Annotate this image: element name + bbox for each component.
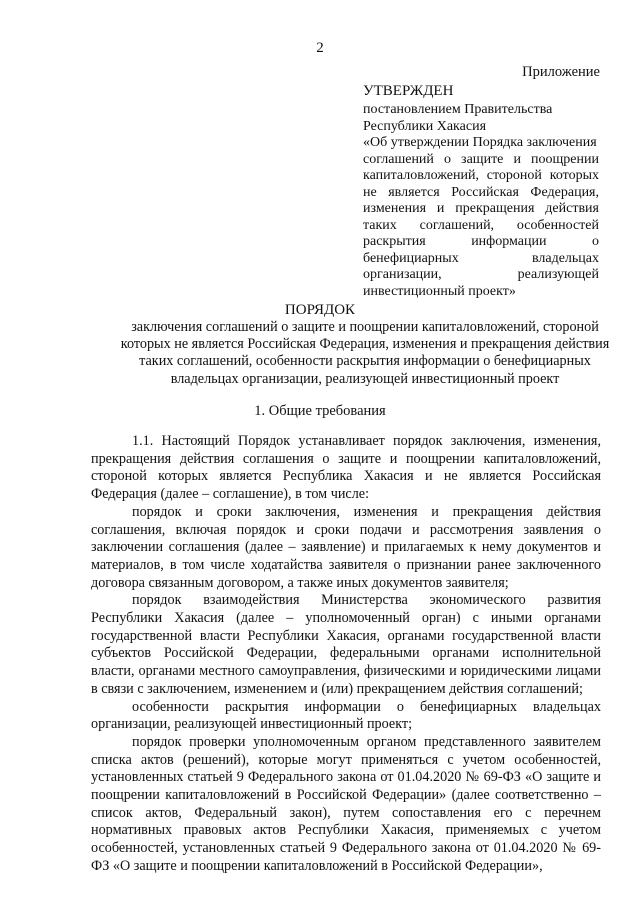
- appendix-label: Приложение: [522, 64, 600, 80]
- approval-line: инвестиционный проект»: [363, 283, 516, 299]
- subtitle-line: таких соглашений, особенности раскрытия информации о бенефициарных: [139, 353, 591, 370]
- subtitle-line: которых не является Российская Федерация, изменения и прекращения действия: [120, 336, 610, 353]
- paragraph: 1.1. Настоящий Порядок устанавливает порядок заключения, изменения, прекращения действия соглашения о защите и поощрении капиталовложений, стороной которых является Республика Хакасия и не является Российская Федерация (далее – соглашение), в том числе:: [91, 433, 601, 503]
- subtitle-line: владельцах организации, реализующей инвестиционный проект: [170, 370, 560, 387]
- approval-line: раскрытия информации о: [363, 234, 599, 249]
- document-subtitle: [120, 319, 610, 388]
- approval-line: изменения и прекращения действия: [363, 201, 599, 216]
- page-number: 2: [316, 40, 324, 56]
- approval-line: постановлением Правительства: [363, 102, 553, 117]
- approval-line: «Об утверждении Порядка заключения: [363, 135, 597, 150]
- approval-heading: УТВЕРЖДЕН: [363, 83, 454, 99]
- subtitle-line: заключения соглашений о защите и поощрении капиталовложений, стороной: [131, 319, 599, 335]
- body-text: [91, 433, 601, 876]
- approval-line: капиталовложений, стороной которых: [363, 168, 599, 183]
- paragraph: порядок проверки уполномоченным органом представленного заявителем списка актов (решений), которые могут применяться с учетом особенностей, установленных статьей 9 Федерального закона от 01.04.2020 № 69-ФЗ «О защите и поощрении капиталовложений в Российской Федерации» (далее соответственно – список актов, Федеральный закон), путем сопоставления его с перечнем нормативных правовых актов Республики Хакасия, применяемых с учетом особенностей, установленных статьей 9 Федерального закона от 01.04.2020 № 69-ФЗ «О защите и поощрении капиталовложений в Российской Федерации»,: [91, 733, 601, 874]
- paragraph: порядок взаимодействия Министерства экономического развития Республики Хакасия (далее – уполномоченный орган) с иными органами государственной власти Республики Хакасия, органами государственной власти субъектов Российской Федерации, федеральными органами исполнительной власти, органами местного самоуправления, физическими и юридическими лицами в связи с заключением, изменением и (или) прекращением действия соглашений;: [91, 592, 601, 697]
- approval-line: не является Российская Федерация,: [363, 184, 599, 200]
- approval-block: [363, 82, 599, 300]
- document-title: ПОРЯДОК: [284, 302, 356, 318]
- approval-line: бенефициарных владельцах: [363, 250, 599, 266]
- approval-line: соглашений о защите и поощрении: [363, 151, 599, 167]
- paragraph: порядок и сроки заключения, изменения и прекращения действия соглашения, включая порядок и сроки подачи и рассмотрения заявления о заключении соглашения (далее – заявление) и прилагаемых к нему документов и материалов, в том числе ходатайства заявителя о признании ранее заключенного договора связанным договором, а также иных документов заявителя;: [91, 503, 601, 591]
- approval-line: организации, реализующей: [363, 267, 599, 282]
- section-heading: 1. Общие требования: [254, 403, 386, 419]
- approval-line: Республики Хакасия: [363, 118, 487, 134]
- paragraph: особенности раскрытия информации о бенефициарных владельцах организации, реализующей инвестиционный проект;: [91, 698, 601, 733]
- approval-line: таких соглашений, особенностей: [363, 217, 599, 233]
